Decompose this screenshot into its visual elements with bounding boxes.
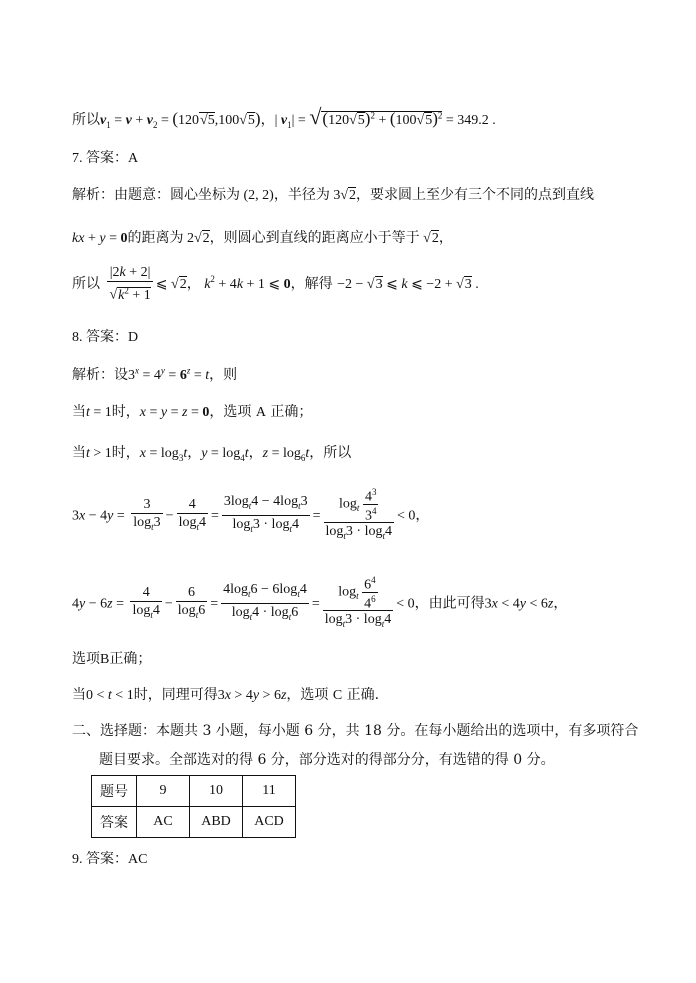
q8-case-t-between-0-1: 当0 < t < 1时，同理可得3x > 4y > 6z，选项 C 正确. bbox=[72, 687, 380, 703]
q8-equation-3x-4y: 3x − 4y = $\frac{3}{\log_t3}$ − $\frac{4}{\log_t4}$ = $\frac{3\log_t4 - 4\log_t3}{\log_t3 \cdot \log_t4}$ = $\log_t$ $\frac{4^3}{3^4}$ $\log_t3 \cdot \log_t4$ < 0， bbox=[72, 487, 430, 542]
q7-answer-title: 7. 答案：A bbox=[72, 150, 139, 166]
q9-answer-title: 9. 答案：AC bbox=[72, 851, 148, 867]
section-2-heading: 二、选择题：本题共 3 小题，每小题 6 分，共 18 分。在每小题给出的选项中，有多项符合 bbox=[72, 723, 639, 739]
table-header-label: 题号 bbox=[92, 776, 137, 807]
table-row bbox=[92, 776, 296, 807]
q8-case-t-equals-1: 当t = 1时，x = y = z = 0，选项 A 正确； bbox=[72, 404, 313, 420]
table-answer-label: 答案 bbox=[92, 807, 137, 838]
q7-analysis-line-2: kx + y = 0的距离为 2√2，则圆心到直线的距离应小于等于 √2， bbox=[72, 230, 453, 246]
q8-answer-title: 8. 答案：D bbox=[72, 329, 139, 345]
q8-option-b: 选项B正确； bbox=[72, 651, 152, 667]
table-row bbox=[92, 807, 296, 838]
table-number-cell: 11 bbox=[243, 776, 296, 807]
q8-equation-4y-6z: 4y − 6z = $\frac{4}{\log_t4}$ − $\frac{6}{\log_t6}$ = $\frac{4\log_t6 - 6\log_t4}{\log_t4 \cdot \log_t6}$ = $\log_t$ $\frac{6^4}{4^6}$ $\log_t3 \cdot \log_t4$ < 0，由此可得3x < 4y < 6z， bbox=[72, 575, 568, 630]
velocity-result-line: 所以$v_1 = v + v_2 = (120√5,100√5)$，| $v_1| = √(120√5)^2 + (100√5)^2 = 349.2$ . bbox=[72, 104, 496, 130]
table-number-cell: 10 bbox=[190, 776, 243, 807]
q8-analysis-line-1: 解析：设$3^x = 4^y = 6^z = t$，则 bbox=[72, 365, 238, 383]
table-answer-cell: ACD bbox=[243, 807, 296, 838]
answer-table bbox=[91, 775, 296, 838]
section-2-heading-cont: 题目要求。全部选对的得 6 分，部分选对的得部分分，有选错的得 0 分。 bbox=[99, 752, 555, 768]
table-answer-cell: AC bbox=[137, 807, 190, 838]
q7-analysis-line-1: 解析：由题意：圆心坐标为 (2, 2)，半径为 3√2，要求圆上至少有三个不同的点到直线 bbox=[72, 187, 595, 203]
table-number-cell: 9 bbox=[137, 776, 190, 807]
q7-analysis-line-3: 所以 $\frac{|2k + 2|}{√k^2 + 1}$ ⩽ √2， $k^2 + 4k + 1$ ⩽ 0，解得 −2 − √3 ⩽ k ⩽ −2 + √3 . bbox=[72, 265, 479, 303]
q8-case-t-greater-1: 当t > 1时，$x = \log_3t$，$y = \log_4t$，$z = \log_6t$，所以 bbox=[72, 445, 352, 463]
table-answer-cell: ABD bbox=[190, 807, 243, 838]
